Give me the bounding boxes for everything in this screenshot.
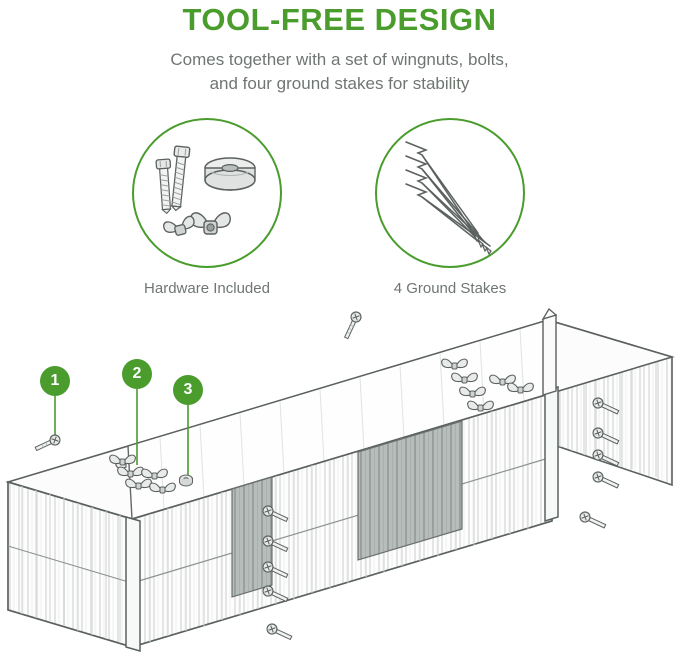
garden-bed-illustration	[0, 295, 679, 664]
subtitle-line-2: and four ground stakes for stability	[210, 74, 470, 93]
bolt-icon	[342, 310, 363, 340]
feature-circle-stakes	[375, 118, 525, 268]
subtitle-line-1: Comes together with a set of wingnuts, bolts,	[170, 50, 508, 69]
callout-badge-1[interactable]: 1	[40, 366, 70, 396]
callout-badge-3[interactable]: 3	[173, 375, 203, 405]
feature-circle-hardware	[132, 118, 282, 268]
feature-caption-hardware: Hardware Included	[107, 280, 307, 297]
bed-corner-post-far	[543, 309, 556, 395]
bed-corner-post-right	[545, 387, 558, 521]
raised-garden-bed-diagram	[0, 295, 679, 664]
feature-caption-stakes: 4 Ground Stakes	[350, 280, 550, 297]
callout-badge-2[interactable]: 2	[122, 359, 152, 389]
subtitle	[0, 38, 679, 96]
bolt-icon	[34, 433, 62, 453]
feature-row	[0, 118, 679, 298]
feature-hardware-included	[107, 118, 307, 297]
page-title: TOOL-FREE DESIGN	[0, 0, 679, 38]
washer-icon	[180, 475, 193, 486]
feature-ground-stakes	[350, 118, 550, 297]
bed-corner-post-left	[126, 517, 140, 651]
bolt-washer-wingnut-icon	[135, 120, 280, 265]
header	[0, 0, 679, 96]
ground-stakes-icon	[378, 120, 523, 265]
